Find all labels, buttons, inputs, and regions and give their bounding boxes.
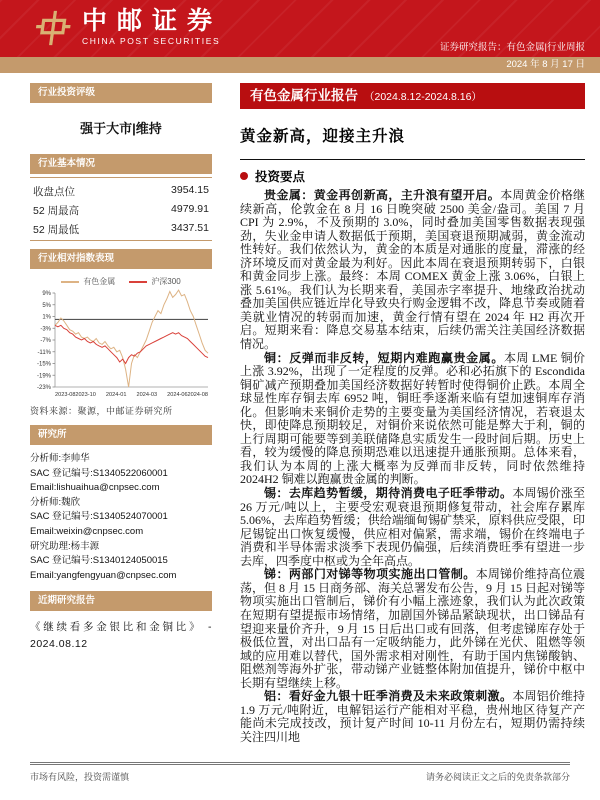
paragraph-text: 本周锑价维持高位震荡，但 8 月 15 日商务部、海关总署发布公告，9 月 15 日起对锑等物项实施出口管制后，锑价有小幅上涨迹象，我们认为此次政策在短期有望提振市场情绪，加剧国外锑品紧缺现状，出口锑品有望迎来量价齐升，9 月 15 日后出口或有回落，但考虑锑库存处于极低位置，对出口品有一定吸纳能力，此外锑在光伏、阻燃等领域的应用难以替代，国外需求相对刚性，有助于国内焦锑酸钠、阻燃剂等海外扩张，带动锑产业链整体附加值提升，锑价中枢中长期有望继续上移。 [240, 567, 585, 690]
svg-text:-3%: -3% [40, 326, 51, 333]
legend-label: 沪深300 [151, 277, 181, 286]
recent-report-item: 《继续看多金银比和金铜比》 - 2024.08.12 [30, 621, 212, 651]
svg-text:-15%: -15% [36, 361, 51, 368]
svg-text:2024-08: 2024-08 [187, 392, 208, 398]
svg-text:2024-03: 2024-03 [136, 392, 158, 398]
brand-name-en: CHINA POST SECURITIES [82, 36, 221, 46]
divider [30, 240, 212, 241]
bullet-icon [240, 172, 248, 180]
stat-value: 4979.91 [171, 203, 209, 215]
chart-header: 行业相对指数表现 [30, 249, 212, 269]
analyst-list [30, 452, 212, 583]
legend-item-hs300 [129, 276, 180, 287]
analyst-sac: SAC 登记编号:S1340522060001 [30, 467, 168, 479]
report-type-label: 证券研究报告：有色金属|行业周报 [440, 42, 585, 53]
section-title: 投资要点 [255, 170, 306, 184]
paragraph-tin [240, 487, 585, 568]
paragraph-lead: 铜：反弹而非反转，短期内难跑赢贵金属。 [264, 350, 504, 365]
svg-text:-19%: -19% [36, 373, 51, 380]
footer-risk-note: 市场有风险，投资需谨慎 [30, 772, 130, 782]
report-banner [240, 83, 585, 109]
banner-period: （2024.8.12-2024.8.16） [364, 91, 482, 103]
paragraph-text: 本周铝价维持 1.9 万元/吨附近，电解铝运行产能相对平稳，贵州地区待复产产能尚未完成技改，预计复产时间 10-11 月份左右，短期仍需持续关注四川地 [240, 689, 585, 744]
analyst-sac: SAC 登记编号:S1340124050015 [30, 555, 168, 567]
paragraph-text: 本周黄金价格继续新高，伦敦金在 8 月 16 日晚突破 2500 美金/盎司。美国 7 月 CPI 为 2.9%，不及预期的 3.0%，同时叠加美国零售数据表现强劲，失业金申请人数据低于预期，美国衰退预期减弱，黄金流动性转好。我们依然认为，黄金的本质是对通胀的度量，滞涨的经济环境反而对黄金最为利好。因此本周在衰退预期转弱下，白银和黄金同步上涨。最终：本周 COMEX 黄金上涨 3.06%，白银上涨 5.61%。我们认为长期来看，美国赤字率提升、地缘政治扰动叠加美国供应链近岸化导致央行购金逻辑不改，降息节奏或随着美就业情况的转弱而加速，黄金行情有望在 2024 年 H2 再次开启。短期来看：降息交易基本结束，后续仍需关注美国经济数据情况。 [240, 189, 585, 352]
divider [240, 159, 585, 160]
analyst-name: 分析师:李帅华 [30, 453, 90, 464]
paragraph-lead: 锡：去库趋势暂缓，期待消费电子旺季带动。 [264, 486, 513, 501]
footer [30, 762, 570, 783]
svg-text:9%: 9% [42, 291, 51, 298]
institute-header: 研究所 [30, 425, 212, 445]
stat-label: 52 周最高 [33, 205, 80, 217]
brand-name-cn: 中邮证券 [82, 7, 223, 35]
analyst-name: 研究助理:杨丰源 [30, 540, 100, 552]
brand [82, 7, 222, 46]
sidebar [30, 83, 212, 653]
basics-table [30, 178, 212, 237]
date-band: 2024 年 8 月 17 日 [0, 57, 600, 73]
paragraph-text: 本周 LME 铜价上涨 3.92%，出现了一定程度的反弹。必和必拓旗下的 Escondida 铜矿减产预期叠加美国经济数据好转暂时使得铜价止跌。本周全球显性库存铜去库 6952 吨，铜旺季逐渐来临有望加速铜库存消化。但影响未来铜价走势的主要变量为美国经济情况，若衰退太快，即使降息预期较足，对铜价来说依然可能是弊大于利，铜的上行周期可能要等到美联储降息实质发生一段时间后期。历史上看，较为缓慢的降息预期恐难以迅速提升通胀预期。总体来看，我们认为本周的上涨大概率为反弹而非反转，同时依然维持 2024H2 铜难以跑赢贵金属的判断。 [240, 350, 585, 487]
svg-text:2023-08: 2023-08 [55, 392, 76, 398]
analyst-email: Email:weixin@cnpsec.com [30, 525, 144, 537]
stat-label: 52 周最低 [33, 224, 80, 236]
section-header [240, 167, 585, 185]
svg-text:-11%: -11% [37, 349, 51, 356]
stat-value: 3437.51 [171, 222, 209, 234]
analyst-email: Email:yangfengyuan@cnpsec.com [30, 569, 177, 581]
rating-header: 行业投资评级 [30, 83, 212, 103]
chart-legend [30, 276, 212, 287]
recent-reports-header: 近期研究报告 [30, 591, 212, 611]
paragraph-antimony [240, 568, 585, 690]
paragraph-lead: 贵金属：黄金再创新高，主升浪有望开启。 [264, 189, 501, 202]
svg-text:2024-01: 2024-01 [105, 392, 127, 398]
industry-rating: 强于大市|维持 [80, 121, 162, 136]
legend-item-nonferrous [61, 276, 115, 287]
svg-text:2024-06: 2024-06 [167, 392, 188, 398]
analyst-sac: SAC 登记编号:S1340524070001 [30, 511, 168, 523]
legend-label: 有色金属 [83, 277, 116, 286]
paragraph-text: 本周锡价涨至 26 万元/吨以上，主要受宏观衰退预期修复带动，社会库存累库 5.06%，去库趋势暂缓；供给端缅甸锡矿禁采，原料供应受限，印尼锡锭出口恢复缓慢，供应相对偏紧，需求端，锡价在终端电子消费和半导体需求淡季下表现仍偏强，后续消费旺季有望进一步去库，四季度中枢或为全年高点。 [240, 486, 585, 568]
table-row [32, 218, 210, 237]
svg-text:-7%: -7% [40, 338, 51, 345]
data-source: 资料来源：聚源，中邮证券研究所 [30, 406, 173, 416]
china-post-logo-icon [34, 7, 72, 54]
paragraph-aluminum [240, 690, 585, 744]
analyst-name: 分析师:魏欣 [30, 496, 81, 508]
paragraph-lead: 锑：两部门对锑等物项实施出口管制。 [264, 567, 476, 582]
stat-label: 收盘点位 [33, 186, 75, 198]
line-swatch-icon [61, 281, 79, 283]
paragraph-copper [240, 352, 585, 487]
table-row [32, 199, 210, 218]
line-chart [30, 289, 212, 401]
banner-title: 有色金属行业报告 [250, 88, 358, 103]
logo [34, 7, 222, 54]
basics-header: 行业基本情况 [30, 154, 212, 174]
svg-text:2023-10: 2023-10 [75, 392, 96, 398]
paragraph-lead: 铝：看好金九银十旺季消费及未来政策刺激。 [264, 689, 513, 704]
footer-disclaimer-note: 请务必阅读正文之后的免责条款部分 [425, 772, 570, 782]
analyst-email: Email:lishuaihua@cnpsec.com [30, 482, 160, 494]
page-title: 黄金新高，迎接主升浪 [240, 128, 406, 145]
line-swatch-icon [129, 281, 147, 283]
svg-text:-23%: -23% [36, 385, 51, 392]
report-body [240, 189, 585, 773]
table-row [32, 180, 210, 199]
relative-performance-chart [30, 276, 212, 401]
main-content [240, 83, 585, 773]
stat-value: 3954.15 [171, 184, 209, 196]
paragraph-precious-metals [240, 189, 585, 352]
svg-text:1%: 1% [42, 314, 51, 321]
svg-text:5%: 5% [42, 302, 51, 309]
header-band [0, 0, 600, 57]
